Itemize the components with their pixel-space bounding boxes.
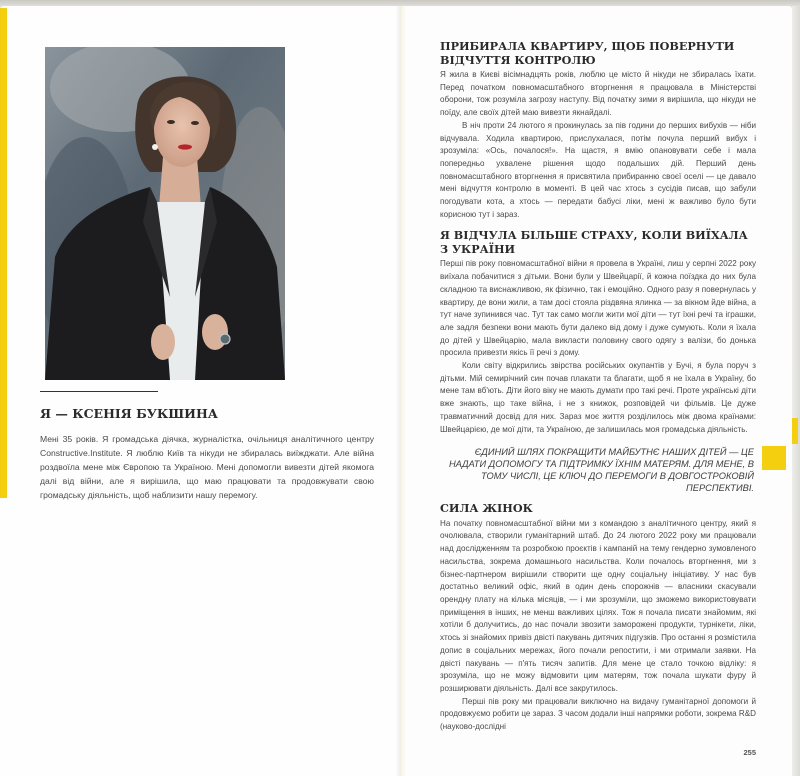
paragraph: На початку повномасштабної війни ми з командою з аналітичного центру, який я очолювала, створили гуманітарний штаб. До 24 лютого 2022 року ми працювали над дослідженням та розробкою проєктів і кампаній на тему гендерно зумовленого насильства, зокрема домашнього насильства. Коли почалось вторгнення, ми з бізнес-партнером вирішили створити ще одну соціальну ініціативу. У нас був достатньо великий офіс, який в один день спорожнів — власники скасували орендну плату на кілька місяців, — і ми зрозуміли, що зможемо використовувати приміщення в інших, не менш важливих цілях. Тож я почала писати знайомим, які хотіли б долучитись, до нас почали звозити заморожені продукти, турнікети, ліки, хтось зі знайомих привіз двісті пакувань дитячих підгузків. Про останні я розмістила допис в соціальних мережах, його почали репостити, і ми отримали заявки. На двісті пакувань — п'ять тисяч запитів. Для мене це стало точкою відліку: я зрозуміла, що не можу відмовити цим матерям, тож почала шукати фуру й розширювати діяльність. Далі все закрутилось. xyxy=(440,518,756,693)
eye xyxy=(167,120,175,124)
lips xyxy=(178,144,192,149)
paragraph: В ніч проти 24 лютого я прокинулась за пів години до перших вибухів — ніби відчувала. Ходила квартирою, прислухалася, потім почула перший вибух і зрозуміла: «Ось, почалося!». На щастя, я вмію опановувати себе і мала попередньо ухвалене рішення щодо подальших дій. Перший день повномасштабного вторгнення я присвятила прибиранню своєї оселі — це давало мені відчуття контролю в моменті. В цей час хтось з сусідів писав, що забули погодувати кота, а хтось — передати бабусі ліки, мені ж важливо було бути корисною тут і зараз. xyxy=(440,120,756,219)
portrait-illustration xyxy=(45,47,285,380)
section-cleaning xyxy=(440,40,756,221)
bio-text: Мені 35 років. Я громадська діячка, журналістка, очільниця аналітичного центру Constructive.Institute. Я люблю Київ та нікуди не збиралась виїжджати. Але війна роздвоїла мене між Європою та Україною. Мені допомогли вивезти дітей якомога далі від війни, але я вирішила, що маю працювати та продовжувати свою громадську діяльність, щоб наблизити нашу перемогу. xyxy=(40,434,374,500)
pull-quote: ЄДИНИЙ ШЛЯХ ПОКРАЩИТИ МАЙБУТНЄ НАШИХ ДІТЕЙ — ЦЕ НАДАТИ ДОПОМОГУ ТА ПІДТРИМКУ ЇХНІМ МАТЕРЯМ. ДЛЯ МЕНЕ, В ТОМУ ЧИСЛІ, ЦЕ КЛЮЧ ДО ПЕРЕМОГИ В ДОВГОСТРОКОВІЙ ПЕРСПЕКТИВІ. xyxy=(448,447,754,494)
section-heading: СИЛА ЖІНОК xyxy=(440,501,533,516)
ring xyxy=(220,334,230,344)
paragraph: Я жила в Києві вісімнадцять років, люблю це місто й нікуди не збиралась їхати. Перед початком повномасштабного вторгнення я працювала в Міністерстві оборони, тож розуміла загрозу наступу. Від початку зими я вирішила, що нікуди не поїду, але своїх дітей маю вивезти якнайдалі. xyxy=(440,70,756,118)
book-gutter xyxy=(396,6,406,776)
right-page xyxy=(406,6,792,776)
section-women-strength xyxy=(440,502,756,733)
left-page xyxy=(0,6,396,776)
section-heading: Я ВІДЧУЛА БІЛЬШЕ СТРАХУ, КОЛИ ВИЇХАЛА З УКРАЇНИ xyxy=(440,228,748,256)
earring xyxy=(152,144,158,150)
page-number: 255 xyxy=(743,747,756,757)
eye xyxy=(191,121,199,125)
paragraph: Коли світу відкрились звірства російських окупантів у Бучі, я була поруч з дітьми. Мій семирічний син почав плакати та благати, щоб я не їхала в Україну, бо мене там вб'ють. Діти його віку не мають думати про такі речі. Проте українські діти вже знають, що таке війна, і не з книжок, розповідей чи фільмів. Це дуже травматичний досвід для них. Зараз моє життя розділилось між двома країнами: Швейцарією, де мої діти, та Україною, де залишилась моя громадська діяльність. xyxy=(440,361,756,434)
left-hand xyxy=(151,324,175,360)
section-fear xyxy=(440,229,756,436)
yellow-quote-marker xyxy=(762,446,786,470)
paragraph: Перші пів року ми працювали виключно на видачу гуманітарної допомоги й продовжуємо робити це зараз. З часом додали інші напрямки роботи, зокрема R&D (науково-дослідні xyxy=(440,696,756,732)
yellow-edge-tab xyxy=(792,418,798,444)
right-hand xyxy=(202,314,228,350)
portrait-photo xyxy=(45,47,285,380)
divider-line xyxy=(40,391,158,392)
right-page-edge xyxy=(792,6,800,776)
section-heading: ПРИБИРАЛА КВАРТИРУ, ЩОБ ПОВЕРНУТИ ВІДЧУТТЯ КОНТРОЛЮ xyxy=(440,39,735,67)
yellow-page-edge xyxy=(0,8,7,498)
bio-heading: Я — КСЕНІЯ БУКШИНА xyxy=(40,406,218,421)
paragraph: Перші пів року повномасштабної війни я провела в Україні, лиш у серпні 2022 року виїхала побачитися з дітьми. Вони були у Швейцарії, й кожна поїздка до них була складною та виснажливою, як фізично, так і емоційно. Одного разу я повернулась у квартиру, де вони жили, а там досі стояла різдвяна ялинка — за вікном йде війна, а тут наче зупинився час. Тут так само могли жити мої діти — тут їхні речі та іграшки, але задля безпеки вони мають бути далеко від дому і дуже сумують. Коли я їхала до дітей у Швейцарію, мала викласти половину свого одягу з валізи, бо донька просила привезти якісь її речі з дому. xyxy=(440,259,756,358)
pull-quote-block xyxy=(446,446,786,494)
